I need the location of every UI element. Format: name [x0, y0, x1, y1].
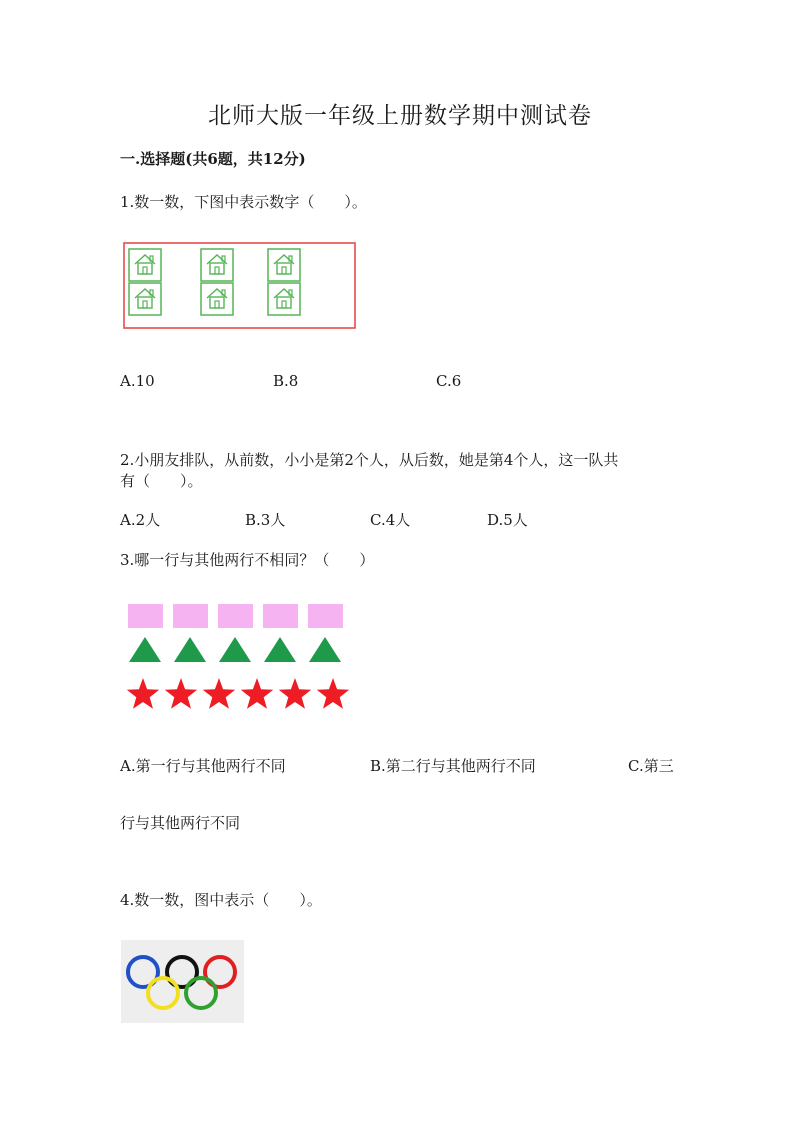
pink-rectangle	[173, 604, 208, 628]
page-title: 北师大版一年级上册数学期中测试卷	[208, 103, 592, 129]
red-star	[241, 678, 273, 709]
pink-rectangle	[308, 604, 343, 628]
house-icon	[129, 283, 161, 315]
green-triangle	[174, 637, 206, 662]
red-star	[317, 678, 349, 709]
red-star	[165, 678, 197, 709]
question-1-figure	[123, 242, 356, 329]
question-3-option-c[interactable]: C.第三	[628, 757, 674, 775]
question-3-figure	[122, 598, 352, 716]
pink-rectangle	[128, 604, 163, 628]
question-3-stem: 3.哪一行与其他两行不相同？（ ）	[120, 551, 375, 569]
pink-rectangle	[263, 604, 298, 628]
red-star	[279, 678, 311, 709]
green-triangle	[129, 637, 161, 662]
house-icon	[268, 249, 300, 281]
question-1-option-c[interactable]: C.6	[436, 372, 462, 390]
question-3-option-a[interactable]: A.第一行与其他两行不同	[120, 757, 286, 775]
question-2-option-d[interactable]: D.5人	[487, 511, 528, 529]
question-3-option-c-continued[interactable]: 行与其他两行不同	[120, 814, 241, 832]
green-triangle	[309, 637, 341, 662]
house-group	[129, 249, 300, 315]
red-star	[127, 678, 159, 709]
house-icon	[268, 283, 300, 315]
question-2-option-b[interactable]: B.3人	[245, 511, 286, 529]
question-3-option-b[interactable]: B.第二行与其他两行不同	[370, 757, 536, 775]
question-2-option-a[interactable]: A.2人	[120, 511, 161, 529]
green-triangle	[219, 637, 251, 662]
shape-rows	[127, 604, 349, 709]
green-triangle	[264, 637, 296, 662]
question-2-option-c[interactable]: C.4人	[370, 511, 411, 529]
question-2-stem-line1: 2.小朋友排队，从前数，小小是第2个人，从后数，她是第4个人，这一队共	[120, 451, 619, 469]
house-icon	[129, 249, 161, 281]
section-heading: 一.选择题(共6题，共12分)	[120, 150, 306, 168]
question-1-option-b[interactable]: B.8	[273, 372, 299, 390]
olympic-rings-background	[121, 940, 244, 1023]
question-4-stem: 4.数一数，图中表示（ ）。	[120, 891, 322, 909]
house-icon	[201, 283, 233, 315]
red-star	[203, 678, 235, 709]
olympic-rings-figure	[121, 940, 244, 1023]
house-icon	[201, 249, 233, 281]
question-1-option-a[interactable]: A.10	[120, 372, 155, 390]
pink-rectangle	[218, 604, 253, 628]
question-1-stem: 1.数一数，下图中表示数字（ ）。	[120, 193, 367, 211]
question-2-stem-line2: 有（ ）。	[120, 472, 203, 490]
